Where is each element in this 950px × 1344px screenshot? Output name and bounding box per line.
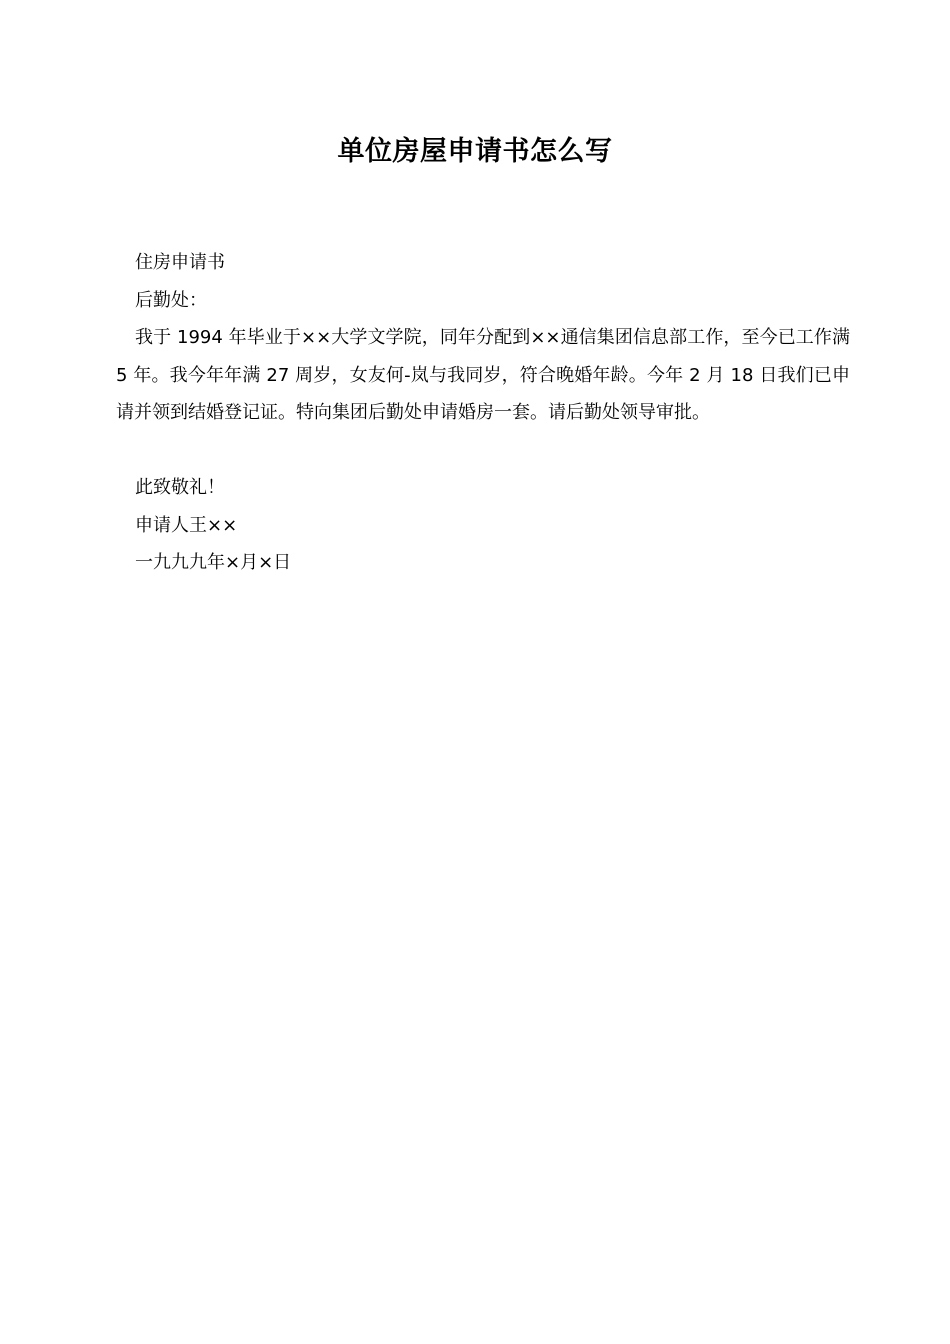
letter-signature: 申请人王×× xyxy=(135,514,238,536)
letter-paragraph: 我于 1994 年毕业于××大学文学院，同年分配到××通信集团信息部工作，至今已工作满 5 年。我今年年满 27 周岁，女友何-岚与我同岁，符合晚婚年龄。今年 2 月 18 日我们已申请并领到结婚登记证。特向集团后勤处申请婚房一套。请后勤处领导审批。 xyxy=(116,327,850,423)
letter-heading: 住房申请书 xyxy=(135,252,225,273)
letter-recipient: 后勤处： xyxy=(135,289,207,311)
letter-date: 一九九九年×月×日 xyxy=(135,552,292,573)
document-title: 单位房屋申请书怎么写 xyxy=(337,136,613,167)
document-body xyxy=(116,244,850,582)
letter-closing: 此致敬礼！ xyxy=(135,477,225,498)
paragraph-spacer xyxy=(116,432,850,470)
